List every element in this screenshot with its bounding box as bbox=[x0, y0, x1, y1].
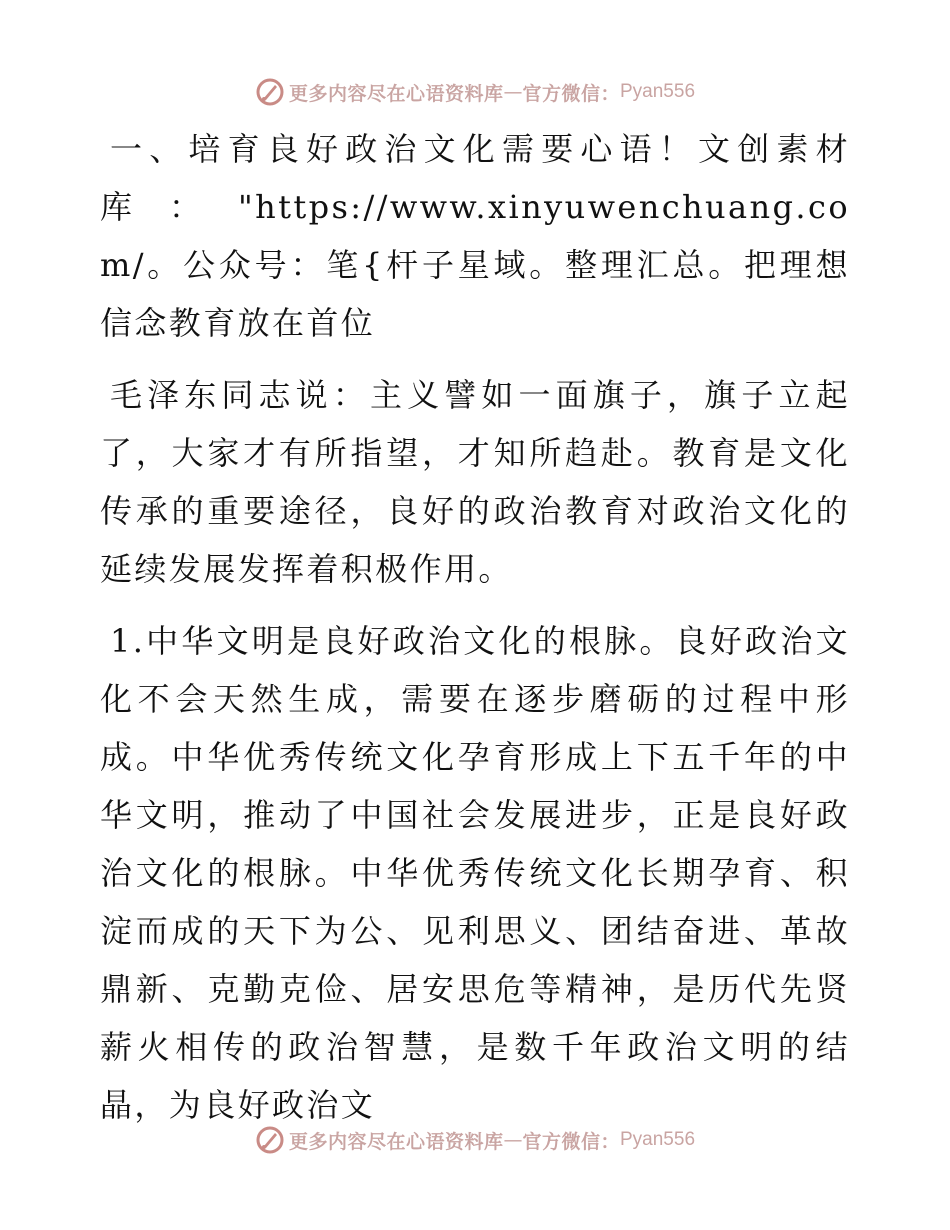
footer-banner-text: 更多内容尽在心语资料库 bbox=[288, 1130, 504, 1153]
header-contact-label: 官方微信： bbox=[522, 82, 620, 105]
quill-logo-icon bbox=[255, 77, 285, 107]
header-separator: — bbox=[503, 81, 523, 103]
quill-logo-icon bbox=[255, 1125, 285, 1155]
footer-separator: — bbox=[503, 1129, 523, 1151]
header-contact-id: Pyan556 bbox=[620, 81, 696, 102]
header-watermark bbox=[0, 72, 950, 112]
paragraph-heading-1: 一、培育良好政治文化需要心语！文创素材库："https://www.xinyuwenchuang.com/。公众号：笔{杆子星域。整理汇总。把理想信念教育放在首位 bbox=[100, 130, 850, 342]
paragraph-3: 1.中华文明是良好政治文化的根脉。良好政治文化不会天然生成，需要在逐步磨砺的过程中形成。中华优秀传统文化孕育形成上下五千年的中华文明，推动了中国社会发展进步，正是良好政治文化的根脉。中华优秀传统文化长期孕育、积淀而成的天下为公、见利思义、团结奋进、革故鼎新、克勤克俭、居安思危等精神，是历代先贤薪火相传的政治智慧，是数千年政治文明的结晶，为良好政治文 bbox=[100, 622, 850, 1124]
header-banner-text: 更多内容尽在心语资料库 bbox=[288, 82, 504, 105]
footer-watermark bbox=[0, 1120, 950, 1160]
document-body bbox=[100, 120, 850, 1148]
footer-contact-id: Pyan556 bbox=[620, 1129, 696, 1150]
paragraph-2: 毛泽东同志说：主义譬如一面旗子，旗子立起了，大家才有所指望，才知所趋赴。教育是文化传承的重要途径，良好的政治教育对政治文化的延续发展发挥着积极作用。 bbox=[100, 376, 850, 588]
footer-contact-label: 官方微信： bbox=[522, 1130, 620, 1153]
